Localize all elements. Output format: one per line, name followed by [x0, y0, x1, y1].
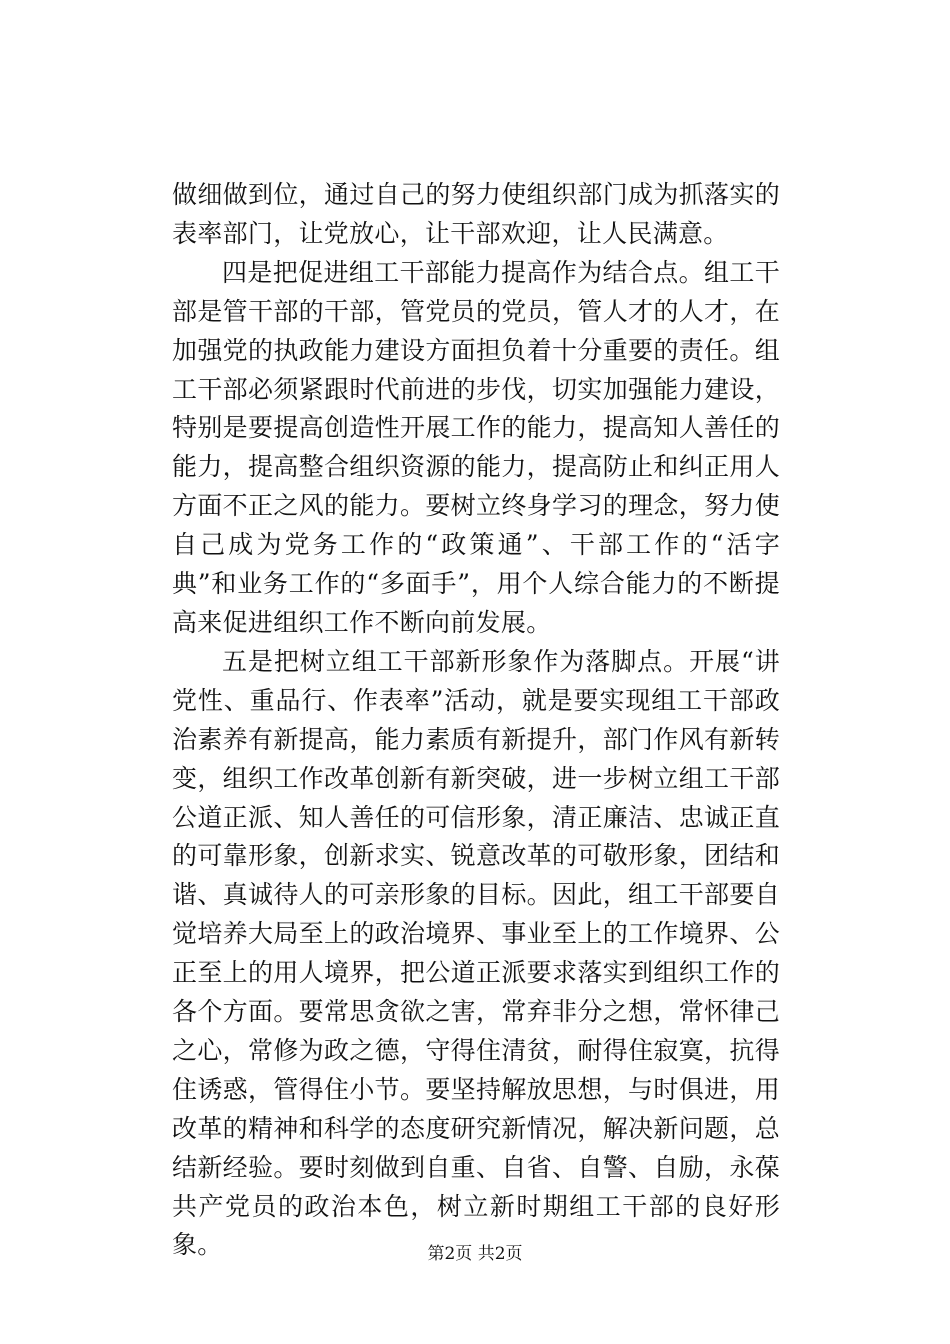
paragraph-point-five: 五是把树立组工干部新形象作为落脚点。开展“讲党性、重品行、作表率”活动，就是要实现组工干部政治素养有新提高，能力素质有新提升，部门作风有新转变，组织工作改革创新有新突破，进一步树立组工干部公道正派、知人善任的可信形象，清正廉洁、忠诚正直的可靠形象，创新求实、锐意改革的可敬形象，团结和谐、真诚待人的可亲形象的目标。因此，组工干部要自觉培养大局至上的政治境界、事业至上的工作境界、公正至上的用人境界，把公道正派要求落实到组织工作的各个方面。要常思贪欲之害，常弃非分之想，常怀律己之心，常修为政之德，守得住清贫，耐得住寂寞，抗得住诱惑，管得住小节。要坚持解放思想，与时俱进，用改革的精神和科学的态度研究新情况，解决新问题，总结新经验。要时刻做到自重、自省、自警、自励，永葆共产党员的政治本色，树立新时期组工干部的良好形象。	[172, 646, 780, 1260]
paragraph-point-four: 四是把促进组工干部能力提高作为结合点。组工干部是管干部的干部，管党员的党员，管人才的人才，在加强党的执政能力建设方面担负着十分重要的责任。组工干部必须紧跟时代前进的步伐，切实加强能力建设，特别是要提高创造性开展工作的能力，提高知人善任的能力，提高整合组织资源的能力，提高防止和纠正用人方面不正之风的能力。要树立终身学习的理念，努力使自己成为党务工作的“政策通”、干部工作的“活字典”和业务工作的“多面手”，用个人综合能力的不断提高来促进组织工作不断向前发展。	[172, 257, 780, 637]
paragraph-continuation: 做细做到位，通过自己的努力使组织部门成为抓落实的表率部门，让党放心，让干部欢迎，让人民满意。	[172, 180, 780, 248]
page-number-footer: 第2页 共2页	[427, 1244, 523, 1264]
document-body	[172, 176, 780, 1265]
